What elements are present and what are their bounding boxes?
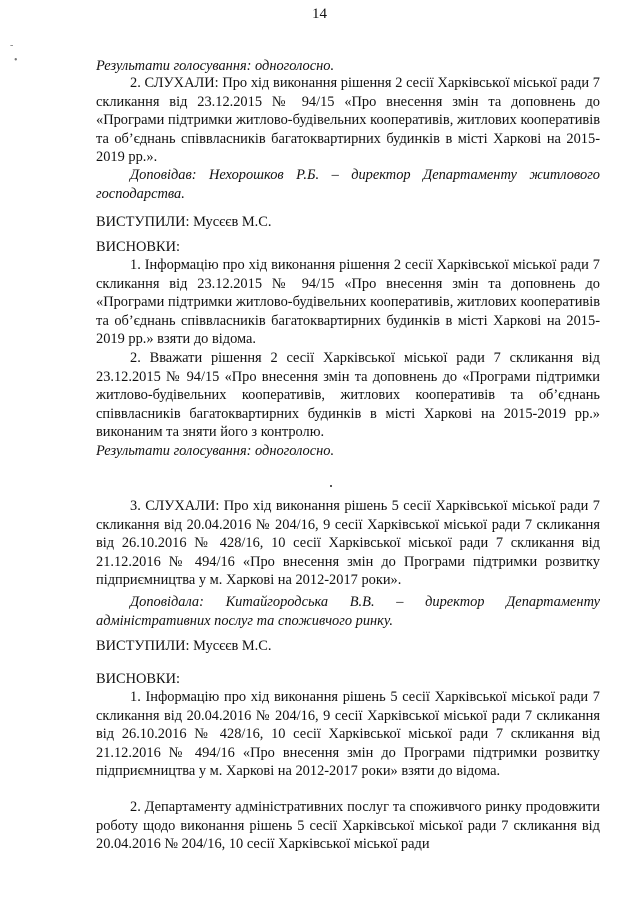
item-2-spoke: ВИСТУПИЛИ: Мусєєв М.С. (96, 214, 272, 230)
item-2-conclusion-2: 2. Вважати рішення 2 сесії Харківської міської ради 7 скликання від 23.12.2015 № 94/15 «Про внесення змін та доповнень до «Програми підтримки житлово-будівельних кооперативів, житлових кооперативів та об’єднань співвласників багатоквартирних будинків в місті Харкові на 2015-2019 рр.» виконаним та зняти його з контролю. (96, 350, 600, 441)
item-3-spoke: ВИСТУПИЛИ: Мусєєв М.С. (96, 638, 272, 654)
item-3-heard: 3. СЛУХАЛИ: Про хід виконання рішень 5 сесії Харківської міської ради 7 скликання від 20.04.2016 № 204/16, 9 сесії Харківської міської ради 7 скликання від 26.10.2016 № 428/16, 10 сесії Харківської міської ради 7 скликання від 21.12.2016 № 494/16 «Про внесення змін до Програми підтримки розвитку підприємництва у м. Харкові на 2012-2017 роки». (96, 498, 600, 589)
item-2-conclusions-label: ВИСНОВКИ: (96, 239, 180, 255)
item-3-reporter: Доповідала: Китайгородська В.В. – директор Департаменту адміністративних послуг та споживчого ринку. (96, 594, 600, 629)
item-3-conclusion-2: 2. Департаменту адміністративних послуг та споживчого ринку продовжити роботу щодо виконання рішень 5 сесії Харківської міської ради 7 скликання від 20.04.2016 № 204/16, 10 сесії Харківської міської ради (96, 799, 600, 853)
item-2-conclusion-1: 1. Інформацію про хід виконання рішення 2 сесії Харківської міської ради 7 скликання від 23.12.2015 № 94/15 «Про внесення змін та доповнень до «Програми підтримки житлово-будівельних кооперативів, житлових кооперативів та об’єднань співвласників багатоквартирних будинків в місті Харкові на 2015-2019 рр.» взяти до відома. (96, 257, 600, 348)
item-3-conclusion-1: 1. Інформацію про хід виконання рішень 5 сесії Харківської міської ради 7 скликання від 20.04.2016 № 204/16, 9 сесії Харківської міської ради 7 скликання від 26.10.2016 № 428/16, 10 сесії Харківської міської ради 7 скликання від 21.12.2016 № 494/16 «Про внесення змін до Програми підтримки розвитку підприємництва у м. Харкові на 2012-2017 роки» взяти до відома. (96, 689, 600, 780)
item-2-heard: 2. СЛУХАЛИ: Про хід виконання рішення 2 сесії Харківської міської ради 7 скликання від 23.12.2015 № 94/15 «Про внесення змін та доповнень до «Програми підтримки житлово-будівельних кооперативів, житлових кооперативів та об’єднань співвласників багатоквартирних будинків в місті Харкові на 2015-2019 рр.». (96, 75, 600, 166)
page-number: 14 (312, 6, 327, 22)
scan-mark: • (14, 55, 18, 66)
item-3-conclusions-label: ВИСНОВКИ: (96, 671, 180, 687)
scan-dot (330, 485, 332, 487)
scan-mark: - (10, 40, 14, 51)
item-2-reporter: Доповідав: Нехорошков Р.Б. – директор Департаменту житлового господарства. (96, 167, 600, 202)
item-2-voting-result: Результати голосування: одноголосно. (96, 443, 335, 459)
voting-result-1: Результати голосування: одноголосно. (96, 58, 335, 75)
